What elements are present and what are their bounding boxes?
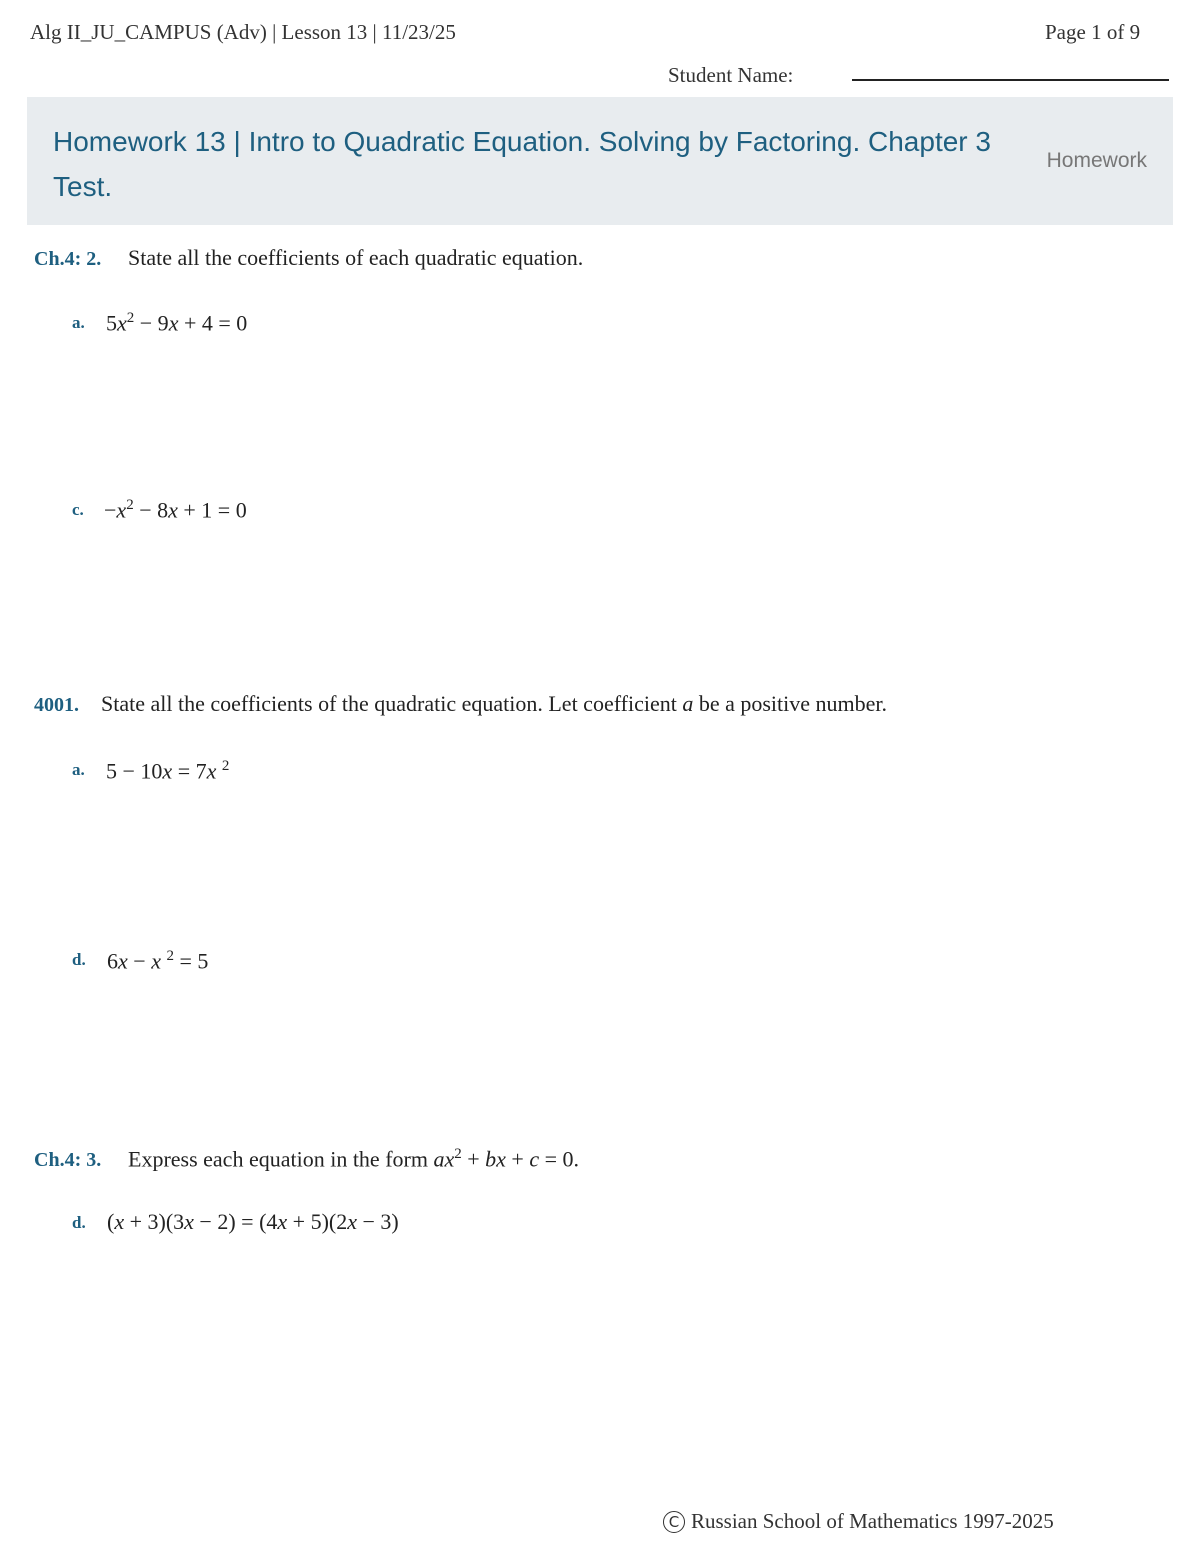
course-header: Alg II_JU_CAMPUS (Adv) | Lesson 13 | 11/23/25 — [30, 20, 456, 44]
problem-number: 4001. — [34, 694, 79, 716]
homework-title: Homework 13 | Intro to Quadratic Equation. Solving by Factoring. Chapter 3 Test. — [53, 126, 991, 202]
problem-text: Express each equation in the form $ax^2$ + bx + c = 0. — [128, 1146, 580, 1172]
page-number: Page 1 of 9 — [1045, 20, 1141, 44]
problem-number: Ch.4: 3. — [34, 1149, 102, 1171]
problem-number: Ch.4: 2. — [34, 248, 102, 270]
homework-tag: Homework — [1046, 149, 1147, 172]
copyright-text: Russian School of Mathematics 1997-2025 — [691, 1509, 1054, 1533]
student-name-label: Student Name: — [668, 63, 794, 87]
part-label: d. — [72, 1213, 86, 1232]
equation: 5 − 10x = 7x $^2$ — [106, 758, 230, 784]
problem-text: State all the coefficients of the quadratic equation. Let coefficient a be a positive number. — [101, 691, 888, 716]
equation: (x + 3)(3x − 2) = (4x + 5)(2x − 3) — [107, 1209, 399, 1234]
part-label: a. — [72, 313, 85, 332]
part-label: d. — [72, 950, 86, 969]
problem-text: State all the coefficients of each quadratic equation. — [128, 245, 584, 270]
part-label: a. — [72, 760, 85, 779]
equation: $-x^2 - 8x + 1 = 0$ — [104, 497, 247, 523]
part-label: c. — [72, 500, 84, 519]
student-name-line — [852, 79, 1169, 81]
copyright-icon: C — [663, 1511, 685, 1533]
equation: $5x^2 - 9x + 4 = 0$ — [106, 310, 248, 336]
copyright-footer — [663, 1509, 1054, 1534]
title-banner — [27, 97, 1173, 225]
equation: 6x − x $^2$ = 5 — [107, 948, 209, 974]
